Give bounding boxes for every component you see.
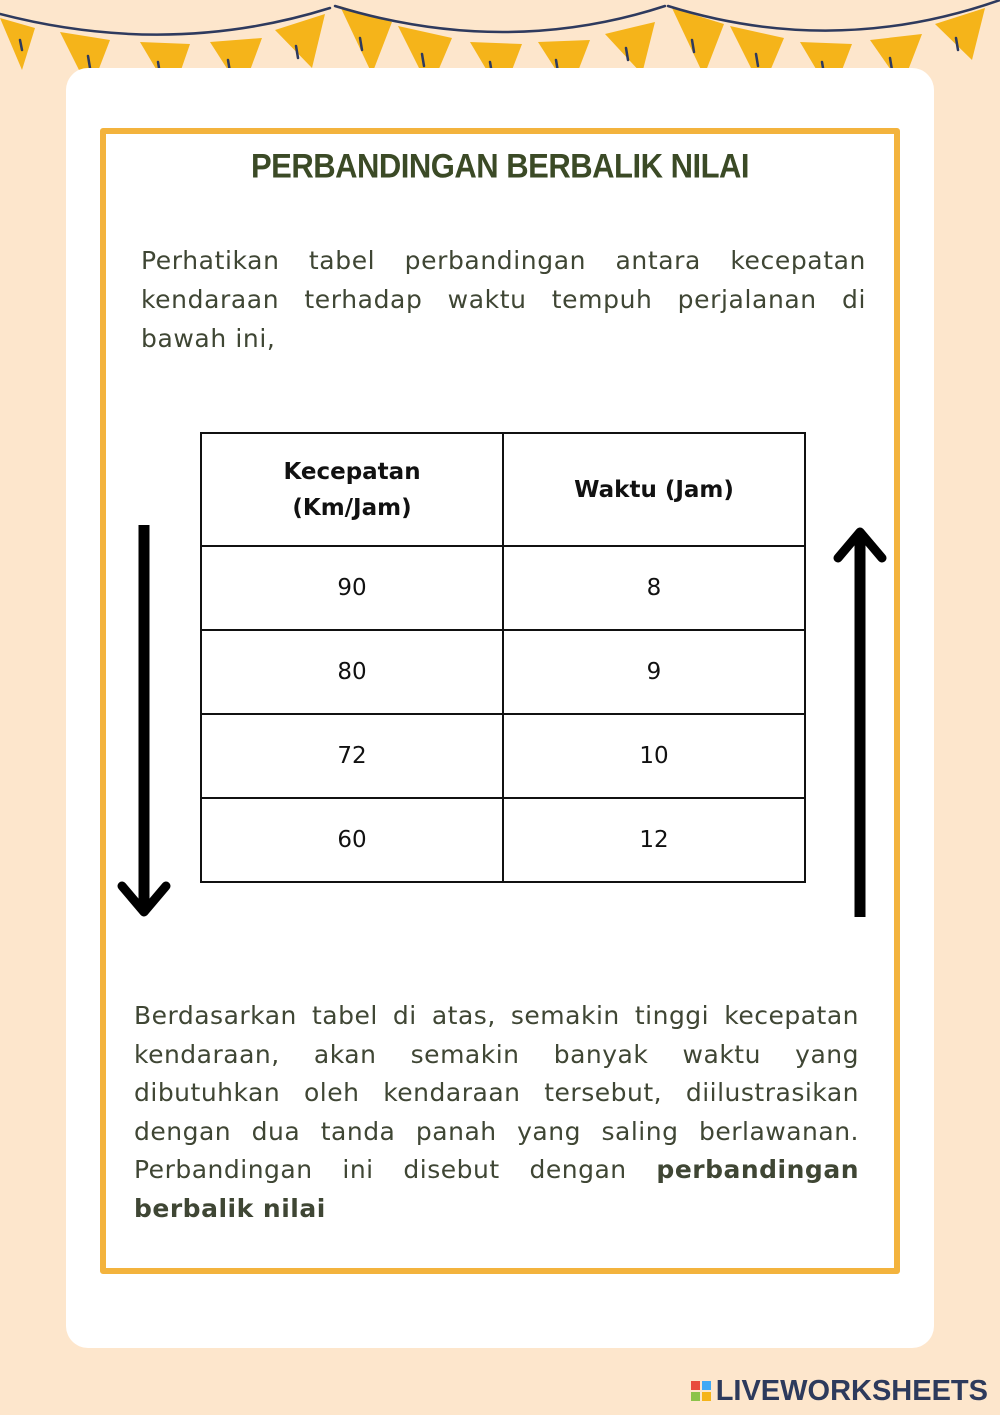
page-title: PERBANDINGAN BERBALIK NILAI [251, 146, 749, 186]
column-header-speed: Kecepatan (Km/Jam) [201, 433, 503, 546]
table-header-row [201, 433, 805, 546]
time-cell: 10 [503, 714, 805, 798]
brand-name: LIVEWORKSHEETS [715, 1374, 988, 1407]
time-cell: 12 [503, 798, 805, 882]
table-row [201, 798, 805, 882]
speed-cell: 60 [201, 798, 503, 882]
arrow-up-icon [832, 520, 888, 920]
liveworksheets-brand [690, 1373, 988, 1409]
table-row [201, 714, 805, 798]
arrow-down-icon [116, 522, 172, 922]
time-cell: 8 [503, 546, 805, 630]
speed-cell: 90 [201, 546, 503, 630]
liveworksheets-logo-icon [690, 1380, 712, 1402]
intro-paragraph: Perhatikan tabel perbandingan antara kecepatan kendaraan terhadap waktu tempuh perjalanan di bawah ini, [141, 246, 866, 353]
speed-cell: 72 [201, 714, 503, 798]
table-row [201, 630, 805, 714]
speed-cell: 80 [201, 630, 503, 714]
column-header-time: Waktu (Jam) [503, 433, 805, 546]
speed-time-table [200, 432, 806, 883]
time-cell: 9 [503, 630, 805, 714]
conclusion-paragraph [134, 997, 859, 1228]
table-row [201, 546, 805, 630]
conclusion-term: perbandingan berbalik nilai [134, 1155, 859, 1223]
conclusion-text: Berdasarkan tabel di atas, semakin tinggi kecepatan kendaraan, akan semakin banyak waktu yang dibutuhkan oleh kendaraan tersebut, diilustrasikan dengan dua tanda panah yang saling berlawanan. Perbandingan ini disebut dengan [134, 1001, 859, 1184]
